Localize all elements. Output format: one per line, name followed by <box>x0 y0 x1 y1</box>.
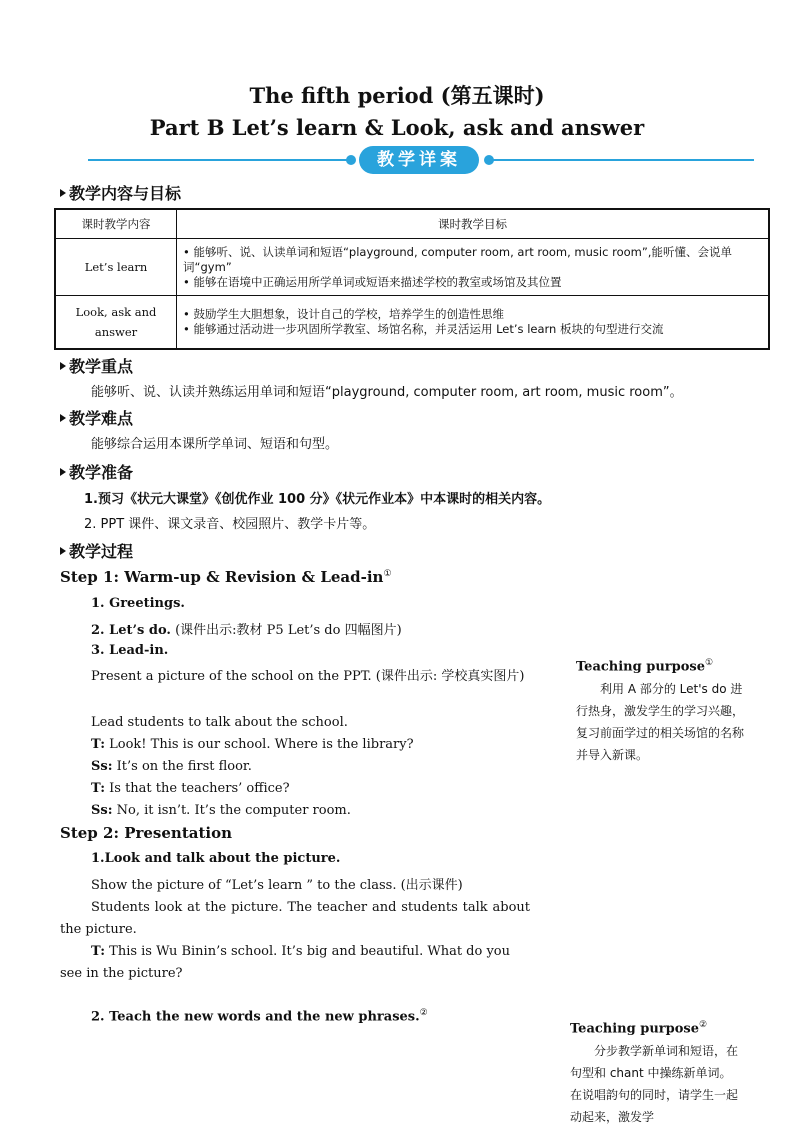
dialogue-line: T: Look! This is our school. Where is the library? <box>91 737 414 752</box>
content-goals-table <box>54 208 770 350</box>
table-header-row <box>55 209 769 239</box>
side-note-heading: Teaching purpose② <box>570 1020 708 1037</box>
goal-item: • 能够在语境中正确运用所学单词或短语来描述学校的教室或场馆及其位置 <box>183 274 562 289</box>
triangle-bullet-icon <box>60 362 66 370</box>
footnote-mark: ① <box>383 569 392 579</box>
table-row <box>55 296 769 350</box>
table-cell-goals <box>177 239 770 296</box>
dialogue-line: Ss: It’s on the first floor. <box>91 759 252 774</box>
footnote-mark: ② <box>419 1008 428 1018</box>
page-subtitle: Part B Let’s learn & Look, ask and answer <box>149 115 645 140</box>
section-heading-preparation: 教学准备 <box>60 460 133 483</box>
section-heading-difficulties: 教学难点 <box>60 406 133 429</box>
section-banner <box>88 146 754 174</box>
section-heading-content-goals: 教学内容与目标 <box>60 181 181 204</box>
dialogue-line: Ss: No, it isn’t. It’s the computer room. <box>91 803 351 818</box>
table-row <box>55 239 769 296</box>
side-note-heading: Teaching purpose① <box>576 658 714 675</box>
dialogue-line: T: Is that the teachers’ office? <box>91 781 290 796</box>
page-title: The fifth period (第五课时) <box>249 83 545 108</box>
table-header-goals: 课时教学目标 <box>177 209 770 239</box>
banner-line-right <box>488 159 754 161</box>
triangle-bullet-icon <box>60 547 66 555</box>
side-note-text: 利用 A 部分的 Let's do 进行热身，激发学生的学习兴趣，复习前面学过的相关场馆的名称并导入新课。 <box>576 682 745 763</box>
goal-item: • 鼓励学生大胆想象，设计自己的学校，培养学生的创造性思维 <box>183 307 504 321</box>
step1-leadin: 3. Lead-in. <box>91 643 169 658</box>
step1-present: Present a picture of the school on the PPT. (课件出示: 学校真实图片) <box>91 669 525 684</box>
step1-lead: Lead students to talk about the school. <box>91 715 348 730</box>
step-1-title: Step 1: Warm-up & Revision & Lead-in① <box>60 568 392 586</box>
difficulties-text: 能够综合运用本课所学单词、短语和句型。 <box>91 437 339 452</box>
goal-item: • 能够通过活动进一步巩固所学教室、场馆名称，并灵活运用 Let’s learn 板块的句型进行交流 <box>183 322 664 336</box>
table-cell-content: Let’s learn <box>55 239 177 296</box>
triangle-bullet-icon <box>60 468 66 476</box>
side-note-text: 分步教学新单词和短语，在句型和 chant 中操练新单词。在说唱韵句的同时，请学生一起动起来，激发学 <box>570 1044 739 1125</box>
step2-students: Students look at the picture. The teacher and students talk about the picture. <box>60 900 530 937</box>
step2-teach: 2. Teach the new words and the new phrases.② <box>91 1008 428 1025</box>
goal-item: • 能够听、说、认读单词和短语“playground, computer room, art room, music room”,能听懂、会说单词“gym” <box>183 244 732 274</box>
banner-dot-left <box>346 155 356 165</box>
preparation-item-1: 1.预习《状元大课堂》《创优作业 100 分》《状元作业本》中本课时的相关内容。 <box>84 492 551 507</box>
dialogue-line: T: This is Wu Binin’s school. It’s big and beautiful. What do you see in the picture? <box>60 944 511 981</box>
table-header-content: 课时教学内容 <box>55 209 177 239</box>
step1-letsdo: 2. Let’s do. (课件出示:教材 P5 Let’s do 四幅图片) <box>91 623 402 638</box>
step2-show: Show the picture of “Let’s learn ” to the class. (出示课件) <box>91 878 463 893</box>
triangle-bullet-icon <box>60 414 66 422</box>
step2-look: 1.Look and talk about the picture. <box>91 851 341 866</box>
table-cell-goals <box>177 296 770 350</box>
banner-label: 教学详案 <box>359 146 479 174</box>
section-heading-key-points: 教学重点 <box>60 354 133 377</box>
side-note <box>570 1020 742 1128</box>
step1-greetings: 1. Greetings. <box>91 596 185 611</box>
key-points-text: 能够听、说、认读并熟练运用单词和短语“playground, computer room, art room, music room”。 <box>91 385 683 400</box>
banner-line-left <box>88 159 350 161</box>
triangle-bullet-icon <box>60 189 66 197</box>
side-note <box>576 658 748 766</box>
step-2-title: Step 2: Presentation <box>60 824 233 842</box>
preparation-item-2: 2. PPT 课件、课文录音、校园照片、教学卡片等。 <box>84 517 376 532</box>
table-cell-content: Look, ask and answer <box>55 296 177 350</box>
section-heading-process: 教学过程 <box>60 539 133 562</box>
